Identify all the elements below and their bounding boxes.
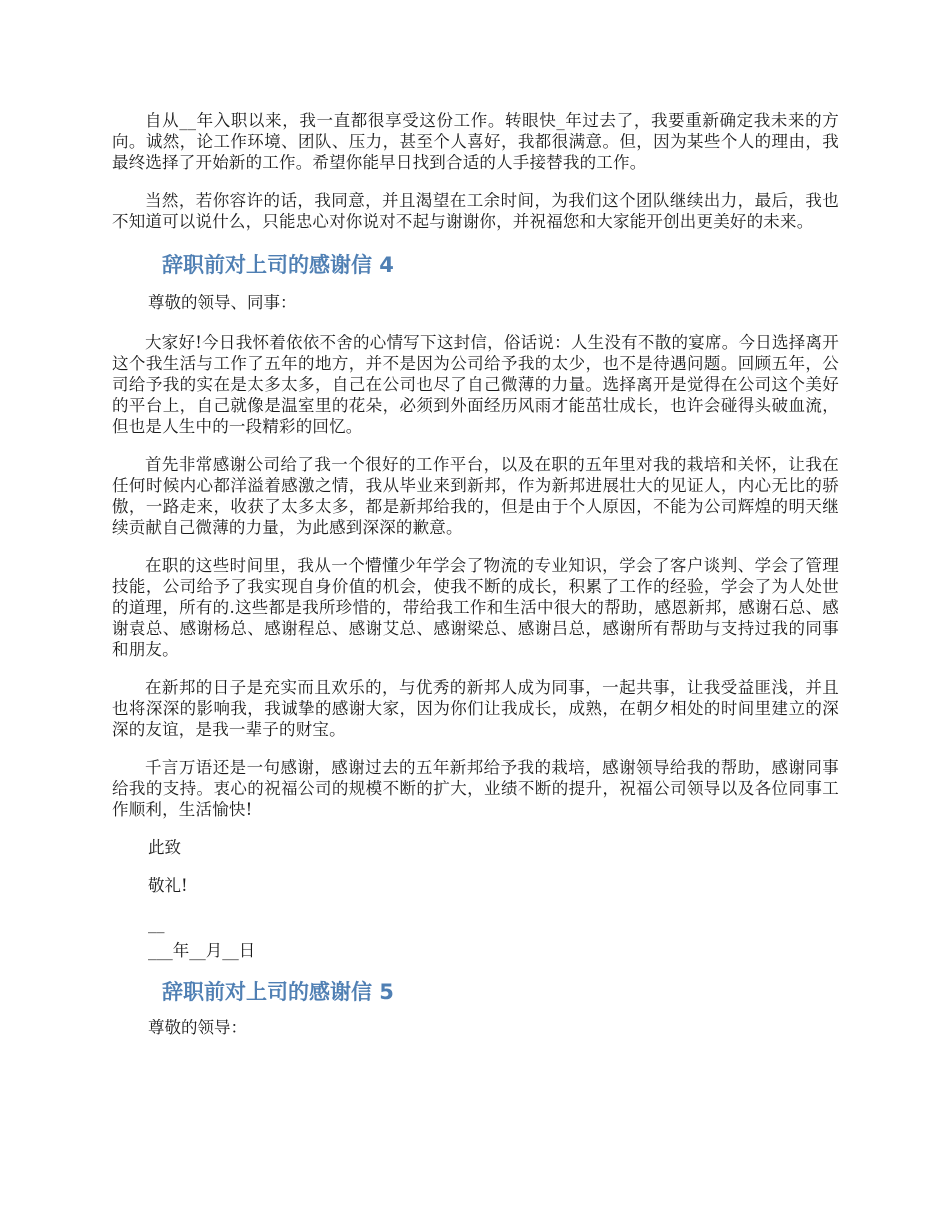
salutation: 尊敬的领导： [148, 1018, 247, 1037]
body-paragraph: 首先非常感谢公司给了我一个很好的工作平台，以及在职的五年里对我的栽培和关怀，让我在任何时候内心都洋溢着感激之情，我从毕业来到新邦，作为新邦进展壮大的见证人，内心无比的骄傲，一路走来，收获了太多太多，都是新邦给我的，但是由于个人原因，不能为公司辉煌的明天继续贡献自己微薄的力量，为此感到深深的歉意。 [112, 455, 839, 537]
document-page [112, 110, 839, 1038]
body-paragraph: 当然，若你容许的话，我同意，并且渴望在工余时间，为我们这个团队继续出力，最后，我也不知道可以说什么，只能忠心对你说对不起与谢谢你，并祝福您和大家能开创出更美好的未来。 [112, 191, 839, 231]
body-paragraph: 在职的这些时间里，我从一个懵懂少年学会了物流的专业知识，学会了客户谈判、学会了管理技能，公司给予了我实现自身价值的机会，使我不断的成长，积累了工作的经验，学会了为人处世的道理，所有的.这些都是我所珍惜的，带给我工作和生活中很大的帮助，感恩新邦，感谢石总、感谢袁总、感谢杨总、感谢程总、感谢艾总、感谢梁总、感谢吕总，感谢所有帮助与支持过我的同事和朋友。 [112, 556, 839, 659]
body-paragraph: 在新邦的日子是充实而且欢乐的，与优秀的新邦人成为同事，一起共事，让我受益匪浅，并且也将深深的影响我，我诚挚的感谢大家，因为你们让我成长，成熟，在朝夕相处的时间里建立的深深的友谊，是我一辈子的财宝。 [112, 678, 839, 739]
salutation: 尊敬的领导、同事： [148, 293, 297, 312]
closing-line: 敬礼! [148, 876, 188, 895]
section-heading: 辞职前对上司的感谢信 4 [162, 253, 394, 277]
body-paragraph: 自从__年入职以来，我一直都很享受这份工作。转眼快_年过去了，我要重新确定我未来的方向。诚然，论工作环境、团队、压力，甚至个人喜好，我都很满意。但，因为某些个人的理由，我最终选择了开始新的工作。希望你能早日找到合适的人手接替我的工作。 [112, 111, 839, 172]
signature-line: __ [148, 914, 165, 933]
closing-line: 此致 [148, 838, 181, 857]
date-line: ___年__月__日 [148, 941, 256, 960]
body-paragraph: 千言万语还是一句感谢，感谢过去的五年新邦给予我的栽培，感谢领导给我的帮助，感谢同事给我的支持。衷心的祝福公司的规模不断的扩大，业绩不断的提升，祝福公司领导以及各位同事工作顺利，生活愉快! [112, 758, 839, 819]
section-heading: 辞职前对上司的感谢信 5 [162, 980, 394, 1004]
body-paragraph: 大家好!今日我怀着依依不舍的心情写下这封信，俗话说：人生没有不散的宴席。今日选择离开这个我生活与工作了五年的地方，并不是因为公司给予我的太少，也不是待遇问题。回顾五年，公司给予我的实在是太多太多，自己在公司也尽了自己微薄的力量。选择离开是觉得在公司这个美好的平台上，自己就像是温室里的花朵，必须到外面经历风雨才能茁壮成长，也许会碰得头破血流，但也是人生中的一段精彩的回忆。 [112, 333, 839, 436]
